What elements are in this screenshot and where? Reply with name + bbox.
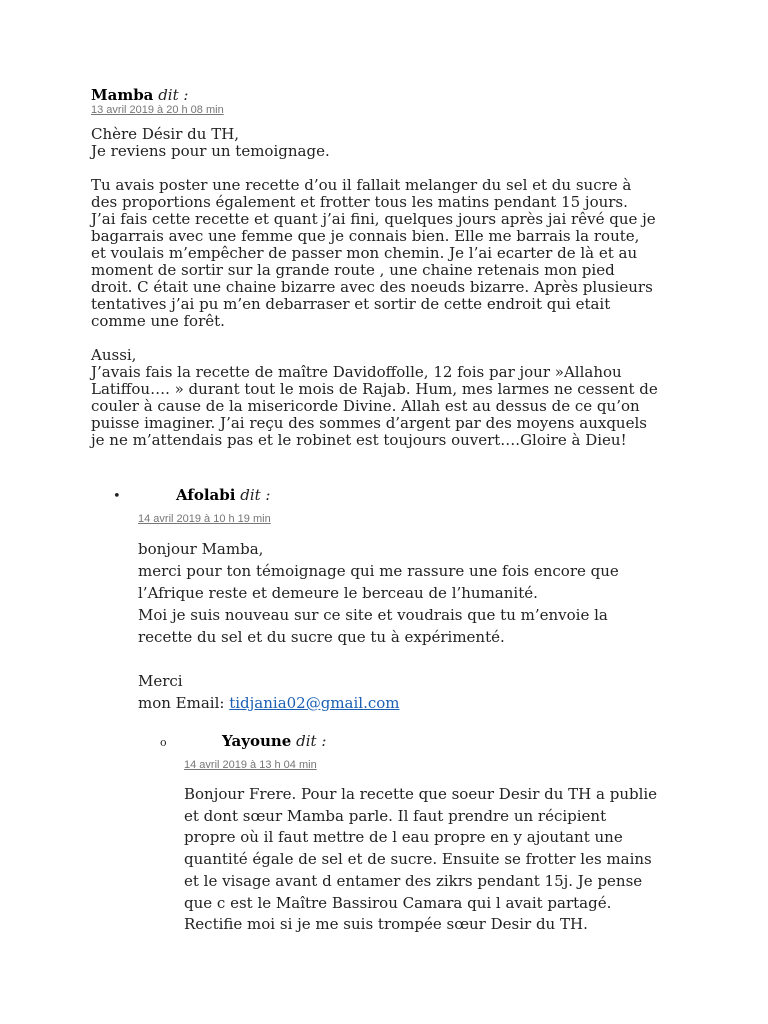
- comment-date-link[interactable]: 14 avril 2019 à 13 h 04 min: [184, 759, 317, 771]
- comment-line: l’Afrique reste et demeure le berceau de l’humanité.: [138, 584, 538, 602]
- comment-body: [138, 538, 698, 714]
- comment-says-label: dit :: [296, 732, 327, 750]
- comment-author: Afolabi: [176, 486, 236, 504]
- comment-line: recette du sel et du sucre que tu à expérimenté.: [138, 628, 505, 646]
- comment-line: Tu avais poster une recette d’ou il fallait melanger du sel et du sucre à: [91, 176, 632, 194]
- comment-body: [184, 784, 724, 936]
- comment-says-label: dit :: [158, 86, 189, 104]
- comment-body: [91, 126, 691, 449]
- email-line: [138, 692, 698, 714]
- comment-line: moment de sortir sur la grande route , une chaine retenais mon pied: [91, 261, 615, 279]
- comment-line: et dont sœur Mamba parle. Il faut prendre un récipient: [184, 806, 607, 825]
- comment-afolabi: [138, 486, 698, 714]
- comment-paragraph: [138, 670, 698, 714]
- email-link[interactable]: tidjania02@gmail.com: [229, 694, 400, 712]
- comment-line: Aussi,: [91, 346, 137, 364]
- comment-mamba: [91, 86, 691, 466]
- comment-date-link[interactable]: 13 avril 2019 à 20 h 08 min: [91, 104, 224, 116]
- email-label: mon Email:: [138, 694, 230, 712]
- comment-line: J’ai fais cette recette et quant j’ai fini, quelques jours après jai rêvé que je: [91, 210, 656, 228]
- comment-author: Mamba: [91, 86, 154, 104]
- comment-line: quantité égale de sel et de sucre. Ensuite se frotter les mains: [184, 850, 652, 869]
- comment-line: et voulais m’empêcher de passer mon chemin. Je l’ai ecarter de là et au: [91, 244, 638, 262]
- comment-line: je ne m’attendais pas et le robinet est toujours ouvert….Gloire à Dieu!: [91, 431, 627, 449]
- comment-line: et le visage avant d entamer des zikrs pendant 15j. Je pense: [184, 871, 643, 890]
- comment-line: comme une forêt.: [91, 312, 225, 330]
- list-bullet-nested: o: [160, 736, 167, 749]
- comment-author-line: [138, 486, 698, 504]
- comment-says-label: dit :: [240, 486, 271, 504]
- comment-line: Latiffou…. » durant tout le mois de Rajab. Hum, mes larmes ne cessent de: [91, 380, 658, 398]
- comment-line: propre où il faut mettre de l eau propre en y ajoutant une: [184, 828, 623, 847]
- comment-line: des proportions également et frotter tous les matins pendant 15 jours.: [91, 193, 628, 211]
- list-bullet: •: [113, 489, 121, 504]
- comment-line: couler à cause de la misericorde Divine. Allah est au dessus de ce qu’on: [91, 397, 640, 415]
- comment-line: bagarrais avec une femme que je connais bien. Elle me barrais la route,: [91, 227, 640, 245]
- comment-line: tentatives j’ai pu m’en debarraser et sortir de cette endroit qui etait: [91, 295, 611, 313]
- comment-paragraph: [184, 784, 724, 936]
- comment-date-link[interactable]: 14 avril 2019 à 10 h 19 min: [138, 513, 271, 525]
- comment-paragraph: [138, 538, 698, 648]
- comment-line: droit. C était une chaine bizarre avec des noeuds bizarre. Après plusieurs: [91, 278, 653, 296]
- comment-paragraph: [91, 177, 691, 330]
- comment-author: Yayoune: [222, 732, 292, 750]
- comment-author-line: [91, 86, 691, 104]
- comment-yayoune: [184, 732, 724, 936]
- comment-line: J’avais fais la recette de maître Davidoffolle, 12 fois par jour »Allahou: [91, 363, 622, 381]
- comment-paragraph: [91, 126, 691, 160]
- comment-line: Moi je suis nouveau sur ce site et voudrais que tu m’envoie la: [138, 606, 608, 624]
- comment-line: Chère Désir du TH,: [91, 125, 240, 143]
- comment-line: merci pour ton témoignage qui me rassure une fois encore que: [138, 562, 619, 580]
- comment-line: Merci: [138, 672, 183, 690]
- comment-line: que c est le Maître Bassirou Camara qui l avait partagé.: [184, 893, 612, 912]
- comment-paragraph: [91, 347, 691, 449]
- comment-author-line: [184, 732, 724, 750]
- comment-line: Bonjour Frere. Pour la recette que soeur Desir du TH a publie: [184, 785, 658, 803]
- comment-line: puisse imaginer. J’ai reçu des sommes d’argent par des moyens auxquels: [91, 414, 647, 432]
- comment-line: Rectifie moi si je me suis trompée sœur Desir du TH.: [184, 915, 588, 934]
- comment-line: bonjour Mamba,: [138, 540, 264, 558]
- comment-line: Je reviens pour un temoignage.: [91, 142, 330, 160]
